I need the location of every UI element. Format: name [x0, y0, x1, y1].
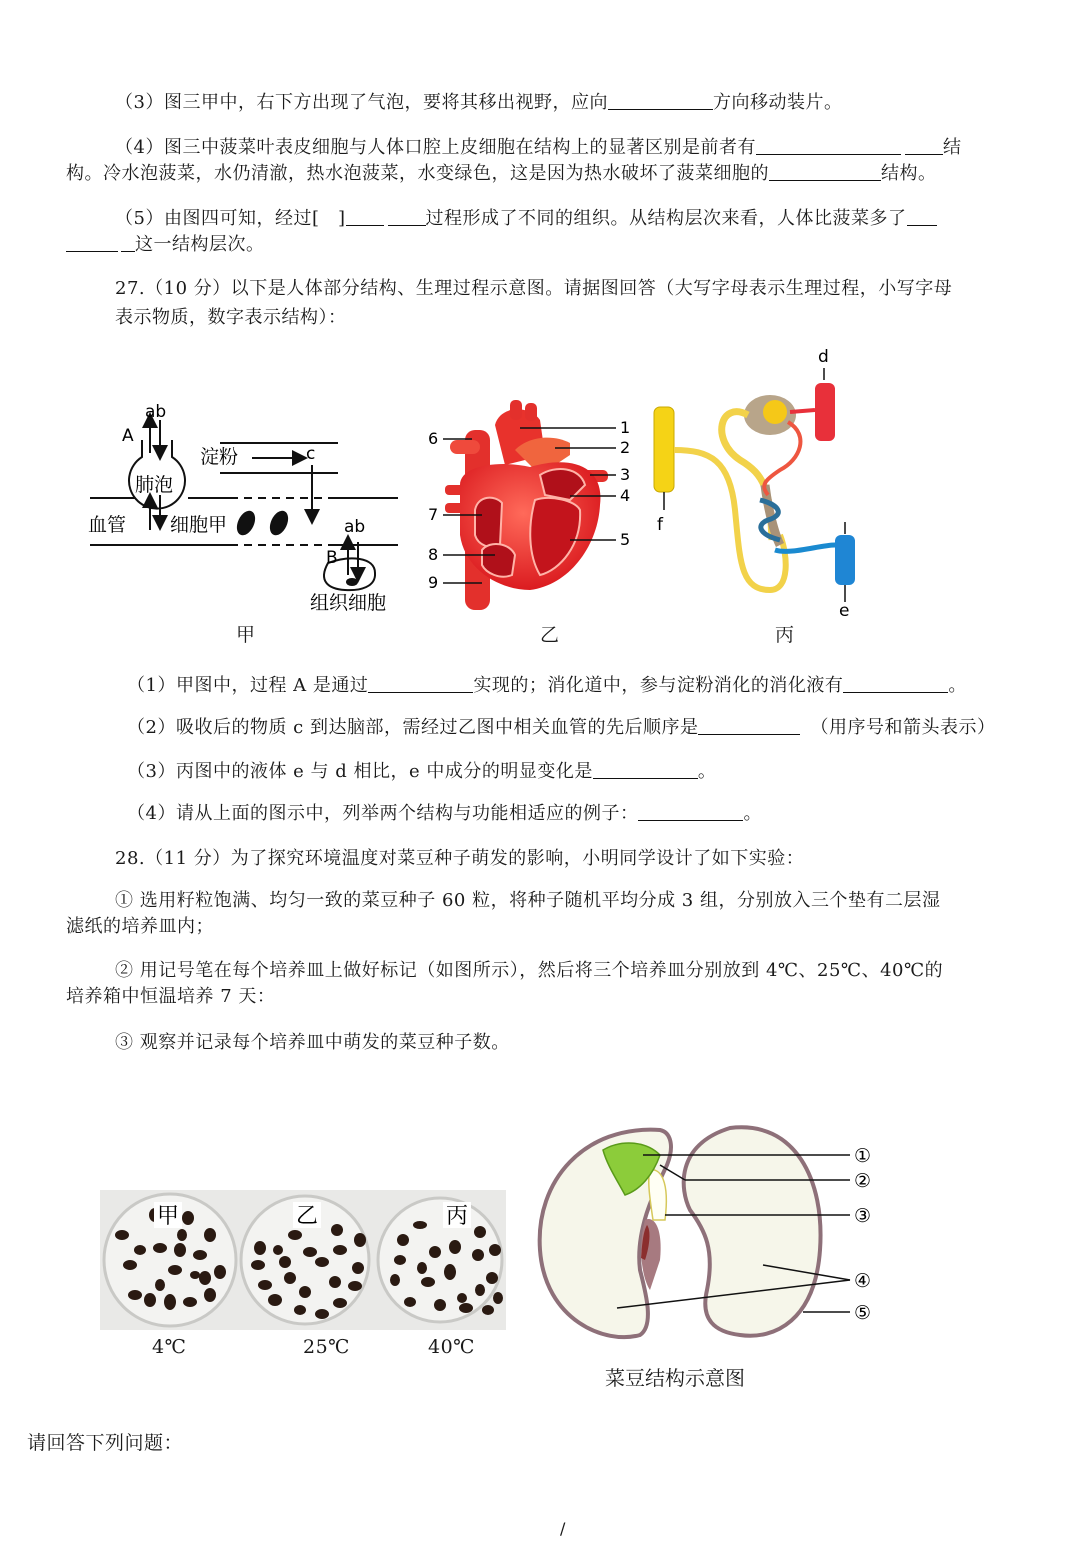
seed-label-2: ②	[854, 1170, 872, 1192]
heart-label-8: 8	[428, 545, 439, 564]
q26-part5-line2: 这一结构层次。	[66, 232, 265, 258]
label-ab-bottom: ab	[344, 517, 366, 537]
answer-prompt: 请回答下列问题：	[27, 1432, 184, 1454]
q26-part3: （3）图三甲中，右下方出现了气泡，要将其移出视野，应向 方向移动装片。	[115, 92, 843, 113]
q28-step1-line2: 滤纸的培养皿内；	[66, 916, 214, 937]
label-A: A	[122, 426, 134, 446]
dish-temp-25: 25℃	[303, 1336, 350, 1358]
label-B: B	[326, 548, 338, 568]
heart-label-3: 3	[620, 465, 631, 484]
dish-label-bing: 丙	[446, 1204, 469, 1229]
heart-label-2: 2	[620, 438, 631, 457]
heart-label-5: 5	[620, 530, 631, 549]
q26-part5-line1: （5）由图四可知，经过[ ] 过程形成了不同的组织。从结构层次来看，人体比菠菜多了	[115, 206, 937, 232]
label-alveolus: 肺泡	[135, 474, 174, 496]
q27-question-3: （3）丙图中的液体 e 与 d 相比，e 中成分的明显变化是 。	[127, 761, 717, 782]
q26-part4-line2: 构。冷水泡菠菜，水仍清澈，热水泡菠菜，水变绿色，这是因为热水破坏了菠菜细胞的 结构。	[66, 163, 937, 184]
answer-blank[interactable]	[66, 233, 118, 252]
label-c: c	[306, 444, 316, 464]
page-mark: /	[560, 1519, 566, 1538]
answer-blank[interactable]	[388, 207, 426, 226]
heart-label-9: 9	[428, 573, 439, 592]
answer-blank[interactable]	[593, 760, 698, 779]
label-starch: 淀粉	[200, 446, 239, 468]
bean-seed-caption: 菜豆结构示意图	[605, 1366, 745, 1390]
dish-temp-40: 40℃	[428, 1336, 475, 1358]
nephron-label-f: f	[657, 515, 663, 535]
answer-blank[interactable]	[907, 207, 937, 226]
q26-part4-line1: （4）图三中菠菜叶表皮细胞与人体口腔上皮细胞在结构上的显著区别是前者有 结	[115, 137, 962, 158]
label-cell-jia: 细胞甲	[170, 514, 228, 536]
label-vessel: 血管	[88, 514, 127, 536]
seed-label-1: ①	[854, 1145, 872, 1167]
label-tissue-cell: 组织细胞	[310, 592, 387, 614]
figure-bing-nephron	[640, 340, 870, 620]
answer-blank[interactable]	[698, 716, 800, 735]
heart-label-7: 7	[428, 505, 439, 524]
q27-stem-line1: 27.（10 分）以下是人体部分结构、生理过程示意图。请据图回答（大写字母表示生理过程，小写字母	[115, 278, 953, 299]
answer-blank[interactable]	[905, 136, 943, 155]
heart-label-4: 4	[620, 486, 631, 505]
seed-label-4: ④	[854, 1270, 872, 1292]
answer-blank[interactable]	[756, 136, 901, 155]
nephron-label-d: d	[818, 347, 829, 367]
nephron-label-e: e	[839, 601, 850, 620]
label-ab-top: ab	[145, 402, 167, 422]
q27-question-4: （4）请从上面的图示中，列举两个结构与功能相适应的例子： 。	[127, 803, 762, 824]
q27-question-2: （2）吸收后的物质 c 到达脑部，需经过乙图中相关血管的先后顺序是 （用序号和箭头表示）	[127, 717, 996, 738]
bean-seed-diagram	[525, 1120, 885, 1360]
answer-blank[interactable]	[769, 162, 881, 181]
figure-jia-diagram	[80, 395, 410, 655]
dish-label-jia: 甲	[157, 1204, 180, 1229]
answer-blank[interactable]	[346, 207, 384, 226]
answer-blank[interactable]	[638, 802, 743, 821]
figure-yi-caption: 乙	[540, 624, 560, 646]
figure-bing-caption: 丙	[775, 624, 795, 646]
figure-yi-heart	[420, 395, 650, 615]
q28-step1-line1: ① 选用籽粒饱满、均匀一致的菜豆种子 60 粒，将种子随机平均分成 3 组，分别放入三个垫有二层湿	[115, 890, 941, 911]
answer-blank[interactable]	[843, 674, 948, 693]
heart-label-6: 6	[428, 429, 439, 448]
seed-label-3: ③	[854, 1205, 872, 1227]
figure-jia-caption: 甲	[236, 624, 256, 646]
dish-label-yi: 乙	[296, 1204, 319, 1229]
q27-stem-line2: 表示物质，数字表示结构）：	[115, 307, 347, 328]
q28-stem: 28.（11 分）为了探究环境温度对菜豆种子萌发的影响，小明同学设计了如下实验：	[115, 848, 805, 869]
q28-step2-line2: 培养箱中恒温培养 7 天：	[66, 986, 276, 1007]
q28-step2-line1: ② 用记号笔在每个培养皿上做好标记（如图所示），然后将三个培养皿分别放到 4℃、25℃、40℃的	[115, 960, 944, 981]
dish-temp-4: 4℃	[152, 1336, 187, 1358]
petri-dishes-photo	[100, 1190, 506, 1330]
answer-blank[interactable]	[368, 674, 473, 693]
answer-blank[interactable]	[608, 91, 713, 110]
heart-label-1: 1	[620, 418, 631, 437]
q27-question-1: （1）甲图中，过程 A 是通过 实现的；消化道中，参与淀粉消化的消化液有 。	[127, 675, 967, 696]
answer-blank[interactable]	[121, 233, 135, 252]
q28-step3: ③ 观察并记录每个培养皿中萌发的菜豆种子数。	[115, 1032, 510, 1053]
seed-label-5: ⑤	[854, 1302, 872, 1324]
